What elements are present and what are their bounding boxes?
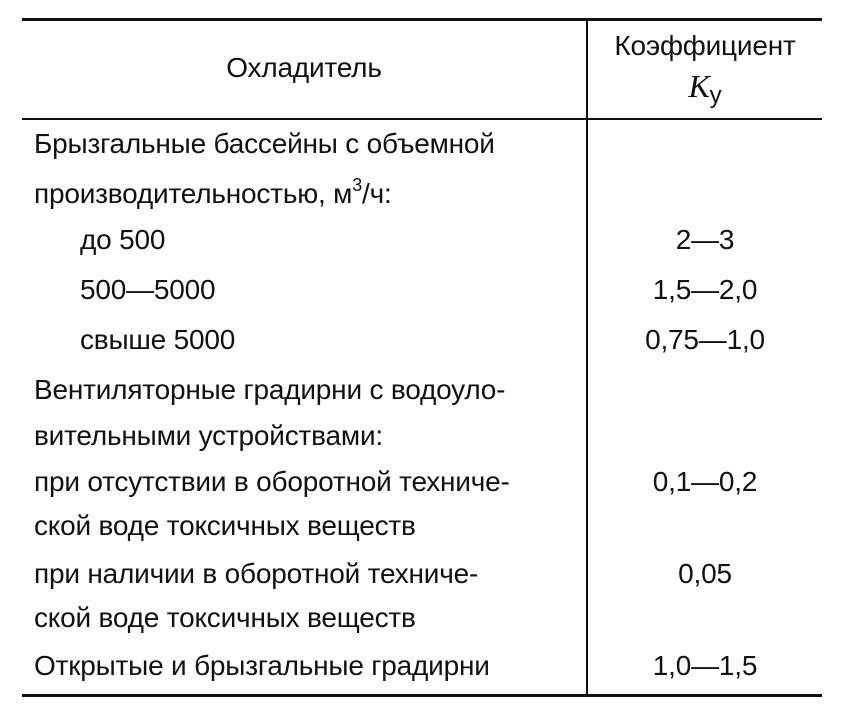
row-500-5000-value: 1,5—2,0 — [652, 274, 758, 305]
header-coefficient-symbol — [588, 68, 822, 114]
row-open-towers-label: Открытые и брызгальные градирни — [34, 650, 490, 681]
header-coefficient: Коэффициент — [614, 30, 796, 61]
row-open-towers-value: 1,0—1,5 — [652, 650, 758, 681]
row-fan-towers-line2: вительными устройствами: — [34, 420, 383, 451]
row-upto-500-label: до 500 — [80, 224, 166, 255]
row-with-toxic-value: 0,05 — [678, 558, 732, 589]
coefficient-symbol: K — [688, 68, 710, 104]
row-spray-ponds-line2: производительностью, $м^3/ч$: — [34, 175, 392, 209]
row-with-toxic-line2: ской воде токсичных веществ — [34, 602, 416, 633]
row-no-toxic-line1: при отсутствии в оборотной техниче- — [34, 466, 510, 497]
column-divider — [586, 20, 588, 696]
coefficient-subscript: у — [709, 82, 722, 109]
header-coolant: Охладитель — [226, 52, 382, 83]
row-500-5000-label: 500—5000 — [80, 274, 216, 305]
row-fan-towers-line1: Вентиляторные градирни с водоуло- — [34, 374, 506, 405]
row-spray-ponds-line1: Брызгальные бассейны с объемной — [34, 128, 495, 159]
table-bottom-rule — [22, 694, 822, 697]
row-upto-500-value: 2—3 — [675, 224, 735, 255]
row-over-5000-value: 0,75—1,0 — [645, 324, 765, 355]
row-no-toxic-line2: ской воде токсичных веществ — [34, 510, 416, 541]
row-no-toxic-value: 0,1—0,2 — [652, 466, 758, 497]
row-over-5000-label: свыше 5000 — [80, 324, 236, 355]
table-header-rule — [22, 118, 822, 120]
table-top-rule — [22, 18, 822, 21]
row-with-toxic-line1: при наличии в оборотной техниче- — [34, 558, 479, 589]
